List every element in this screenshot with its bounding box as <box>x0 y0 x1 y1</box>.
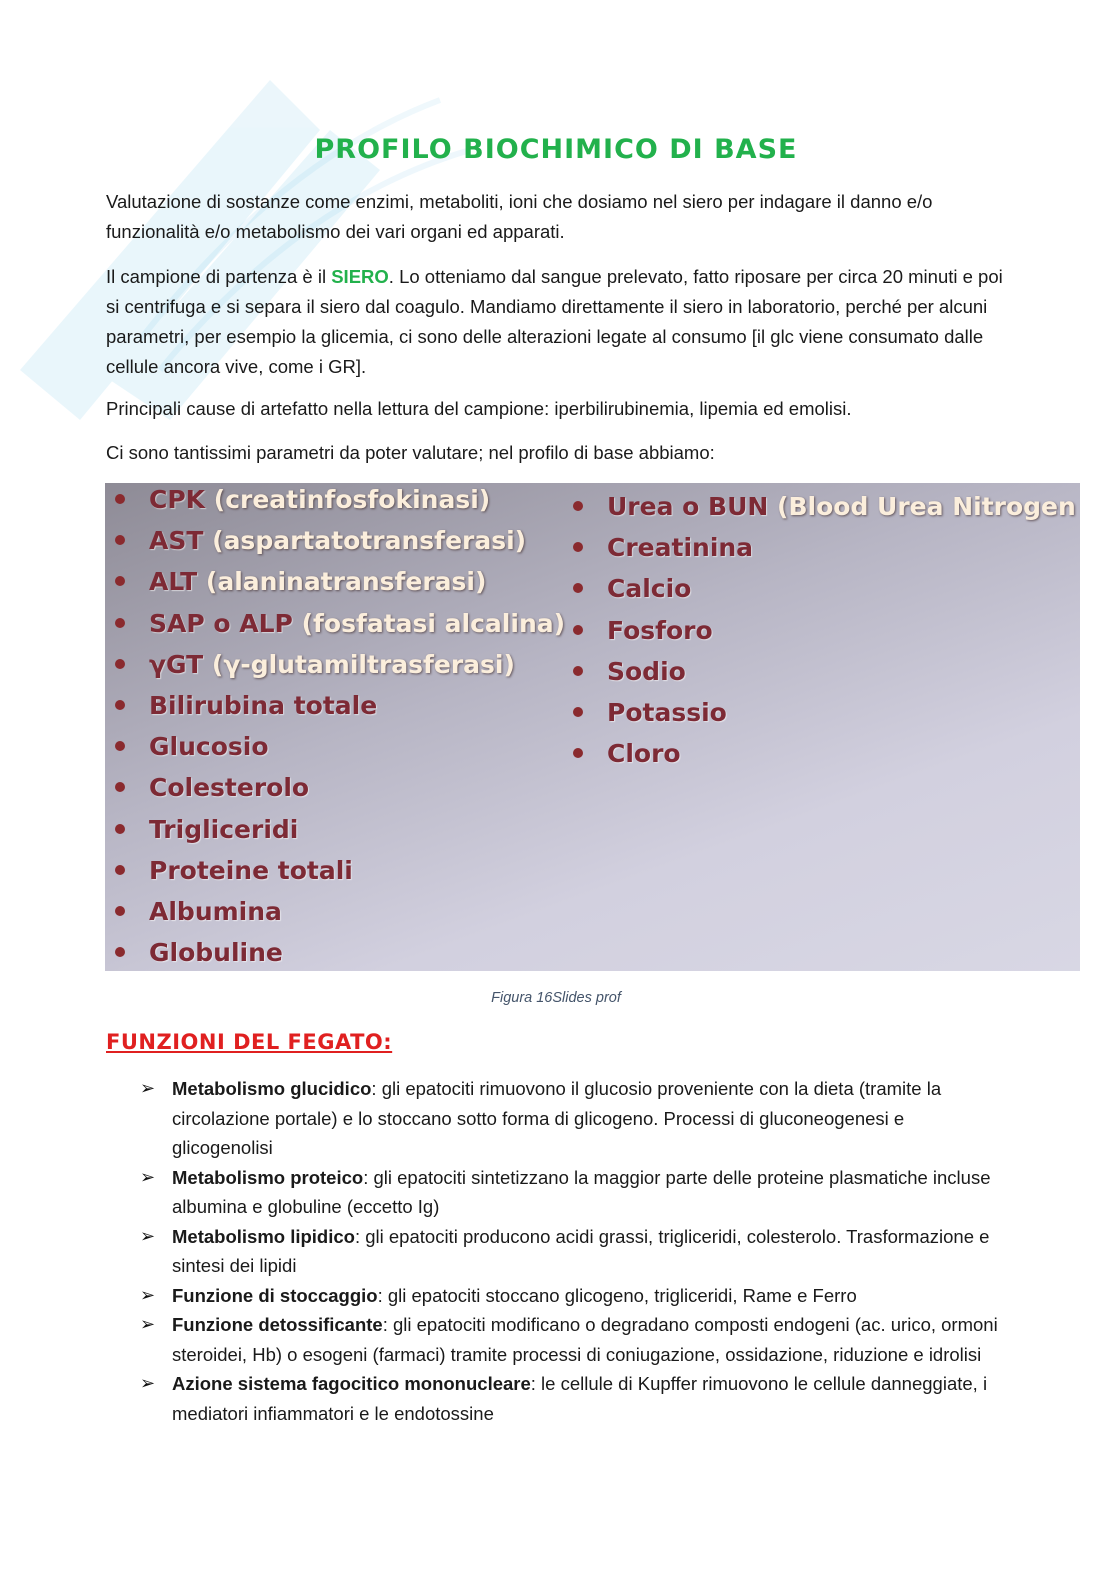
intro-paragraph-4: Ci sono tantissimi parametri da poter valutare; nel profilo di base abbiamo: <box>106 442 715 463</box>
slide-item-key: Trigliceridi <box>149 814 299 844</box>
intro-paragraph-1: Valutazione di sostanze come enzimi, metaboliti, ioni che dosiamo nel siero per indagare il danno e/o funzionalità e/o metabolismo dei vari organi ed apparati. <box>106 191 933 242</box>
liver-functions-list <box>106 1074 1006 1428</box>
bullet-icon <box>573 501 583 511</box>
slide-item-key: Glucosio <box>149 732 269 762</box>
slide-item <box>571 527 1076 568</box>
slide-item <box>113 932 565 971</box>
liver-function-name: Metabolismo proteico <box>172 1166 364 1188</box>
slide-item-key: Colesterolo <box>149 773 310 803</box>
liver-function-item <box>106 1369 1006 1428</box>
bullet-icon <box>115 782 125 792</box>
arrow-bullet-icon: ➢ <box>140 1314 156 1334</box>
slide-right-column <box>571 486 1076 774</box>
slide-item-key: Calcio <box>607 574 692 604</box>
slide-item <box>113 644 565 685</box>
liver-function-name: Azione sistema fagocitico mononucleare <box>172 1373 531 1394</box>
liver-function-text: : le cellule di Kupffer rimuovono le cellule danneggiate, i mediatori infiammatori e le endotossine <box>172 1373 988 1424</box>
section-heading-liver-functions: FUNZIONI DEL FEGATO: <box>106 1030 393 1054</box>
siero-highlight: SIERO <box>331 266 389 287</box>
slide-item-key: Fosforo <box>607 615 713 645</box>
slide-item-key: Bilirubina totale <box>149 690 378 720</box>
arrow-bullet-icon: ➢ <box>140 1166 156 1187</box>
bullet-icon <box>115 535 125 545</box>
slide-item-description: (alaninatransferasi) <box>205 567 487 597</box>
arrow-bullet-icon: ➢ <box>140 1373 156 1393</box>
slide-item <box>113 767 565 808</box>
page-title: PROFILO BIOCHIMICO DI BASE <box>314 134 798 165</box>
bullet-icon <box>573 748 583 758</box>
slide-left-column <box>113 483 565 971</box>
liver-function-item <box>106 1281 1006 1311</box>
slide-item <box>113 685 565 726</box>
liver-function-item <box>106 1074 1006 1163</box>
arrow-bullet-icon: ➢ <box>140 1284 156 1305</box>
liver-function-text: : gli epatociti modificano o degradano composti endogeni (ac. urico, ormoni steroidei, Hb) o esogeni (farmaci) tramite processi di coniugazione, ossidazione, riduzione e idrolisi <box>172 1314 998 1365</box>
liver-function-text: : gli epatociti stoccano glicogeno, trigliceridi, Rame e Ferro <box>377 1284 857 1306</box>
bullet-icon <box>573 666 583 676</box>
slide-item-key: AST <box>149 526 204 556</box>
slide-item-key: CPK <box>149 485 206 514</box>
slide-item-key: Creatinina <box>607 533 754 563</box>
arrow-bullet-icon: ➢ <box>140 1225 156 1246</box>
bullet-icon <box>115 865 125 875</box>
slide-image <box>105 483 1080 971</box>
slide-item <box>113 561 565 602</box>
bullet-icon <box>115 659 125 669</box>
intro-p2-start: Il campione di partenza è il <box>106 266 332 287</box>
slide-item-key: Globuline <box>149 938 283 968</box>
slide-item <box>113 520 565 561</box>
bullet-icon <box>115 700 125 710</box>
slide-item-description: (γ-glutamiltrasferasi) <box>211 649 515 679</box>
liver-function-item <box>106 1222 1006 1281</box>
slide-item-key: Cloro <box>607 739 681 769</box>
slide-item-key: γGT <box>149 649 204 679</box>
liver-function-item <box>106 1310 1006 1369</box>
liver-function-name: Funzione di stoccaggio <box>172 1284 378 1306</box>
liver-function-text: : gli epatociti producono acidi grassi, trigliceridi, colesterolo. Trasformazione e sintesi dei lipidi <box>172 1225 990 1276</box>
liver-function-name: Metabolismo glucidico <box>172 1078 372 1099</box>
arrow-bullet-icon: ➢ <box>140 1078 156 1098</box>
bullet-icon <box>573 625 583 635</box>
slide-item <box>571 568 1076 609</box>
slide-item-key: ALT <box>149 567 198 597</box>
slide-item <box>571 610 1076 651</box>
bullet-icon <box>115 618 125 628</box>
liver-function-name: Funzione detossificante <box>172 1314 383 1335</box>
intro-paragraph-2 <box>106 262 1006 382</box>
slide-item-description: (creatinfosfokinasi) <box>213 485 491 514</box>
slide-item-description: (aspartatotransferasi) <box>212 526 527 556</box>
slide-item <box>113 891 565 932</box>
slide-item <box>571 651 1076 692</box>
slide-item-key: Sodio <box>607 656 686 686</box>
slide-item <box>571 486 1076 527</box>
slide-item-description: (Blood Urea Nitrogen <box>777 492 1076 521</box>
slide-item <box>571 733 1076 774</box>
bullet-icon <box>573 707 583 717</box>
slide-item-description: (fosfatasi alcalina) <box>301 608 566 638</box>
liver-function-text: : gli epatociti sintetizzano la maggior parte delle proteine plasmatiche incluse albumina e globuline (eccetto Ig) <box>172 1166 991 1217</box>
slide-item <box>113 726 565 767</box>
bullet-icon <box>115 741 125 751</box>
bullet-icon <box>573 542 583 552</box>
slide-item-key: Proteine totali <box>149 855 353 885</box>
slide-item-key: Potassio <box>607 697 727 727</box>
slide-item <box>571 692 1076 733</box>
bullet-icon <box>115 906 125 916</box>
intro-paragraph-3: Principali cause di artefatto nella lettura del campione: iperbilirubinemia, lipemia ed emolisi. <box>106 398 852 419</box>
bullet-icon <box>115 576 125 586</box>
figure-caption: Figura 16Slides prof <box>491 990 621 1006</box>
bullet-icon <box>115 494 125 504</box>
slide-item-key: Albumina <box>149 896 282 926</box>
liver-function-item <box>106 1163 1006 1222</box>
slide-item-key: SAP o ALP <box>149 608 293 638</box>
intro-p2-rest: . Lo otteniamo dal sangue prelevato, fatto riposare per circa 20 minuti e poi si centrifuga e si separa il siero dal coagulo. Mandiamo direttamente il siero in laboratorio, perché per alcuni parametri, per esempio la glicemia, ci sono delle alterazioni legate al consumo [il glc viene consumato dalle cellule ancora vive, come i GR]. <box>106 266 1003 377</box>
bullet-icon <box>573 583 583 593</box>
bullet-icon <box>115 947 125 957</box>
slide-item <box>113 850 565 891</box>
slide-item <box>113 483 565 520</box>
slide-item <box>113 603 565 644</box>
slide-item <box>113 809 565 850</box>
liver-function-name: Metabolismo lipidico <box>172 1225 355 1247</box>
liver-function-text: : gli epatociti rimuovono il glucosio proveniente con la dieta (tramite la circolazione portale) e lo stoccano sotto forma di glicogeno. Processi di gluconeogenesi e glicogenolisi <box>172 1078 942 1158</box>
slide-item-key: Urea o BUN <box>607 492 769 521</box>
bullet-icon <box>115 824 125 834</box>
